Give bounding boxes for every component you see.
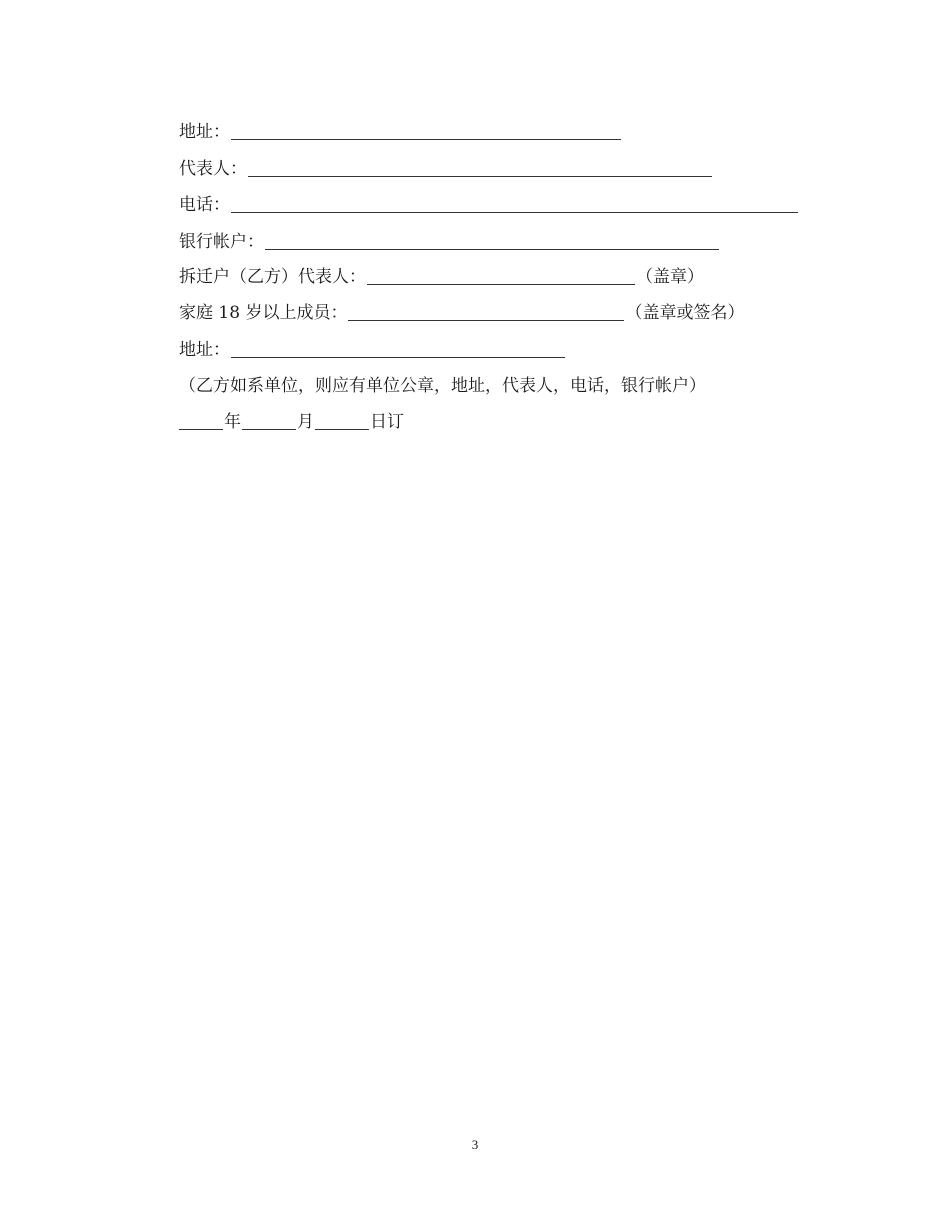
- year-blank[interactable]: [179, 413, 223, 430]
- day-label: 日订: [370, 412, 404, 432]
- address-blank[interactable]: [231, 123, 621, 140]
- page-number: 3: [471, 1137, 479, 1152]
- unit-note: （乙方如系单位，则应有单位公章，地址，代表人，电话，银行帐户）: [179, 376, 706, 396]
- address2-blank[interactable]: [231, 341, 565, 358]
- bank-account-blank[interactable]: [265, 233, 719, 250]
- day-blank[interactable]: [315, 413, 369, 430]
- date-line: [179, 410, 404, 434]
- family-members-line: [179, 301, 744, 325]
- address-label: 地址：: [179, 122, 230, 142]
- representative-blank[interactable]: [248, 160, 712, 177]
- month-label: 月: [297, 412, 314, 432]
- address2-line: [179, 338, 566, 362]
- family-members-label: 家庭 18 岁以上成员：: [179, 303, 348, 323]
- bank-account-label: 银行帐户：: [179, 232, 264, 252]
- phone-blank[interactable]: [231, 196, 798, 213]
- phone-line: [179, 193, 799, 217]
- family-members-blank[interactable]: [348, 304, 624, 321]
- relocatee-seal-note: （盖章）: [636, 267, 704, 287]
- relocatee-representative-line: [179, 265, 704, 289]
- relocatee-representative-label: 拆迁户（乙方）代表人：: [179, 267, 366, 287]
- address-line: [179, 120, 622, 144]
- representative-line: [179, 157, 713, 181]
- month-blank[interactable]: [242, 413, 296, 430]
- bank-account-line: [179, 230, 720, 254]
- relocatee-representative-blank[interactable]: [367, 268, 635, 285]
- address2-label: 地址：: [179, 340, 230, 360]
- year-label: 年: [224, 412, 241, 432]
- phone-label: 电话：: [179, 195, 230, 215]
- unit-note-line: [179, 374, 706, 398]
- family-seal-note: （盖章或签名）: [625, 303, 745, 323]
- representative-label: 代表人：: [179, 159, 247, 179]
